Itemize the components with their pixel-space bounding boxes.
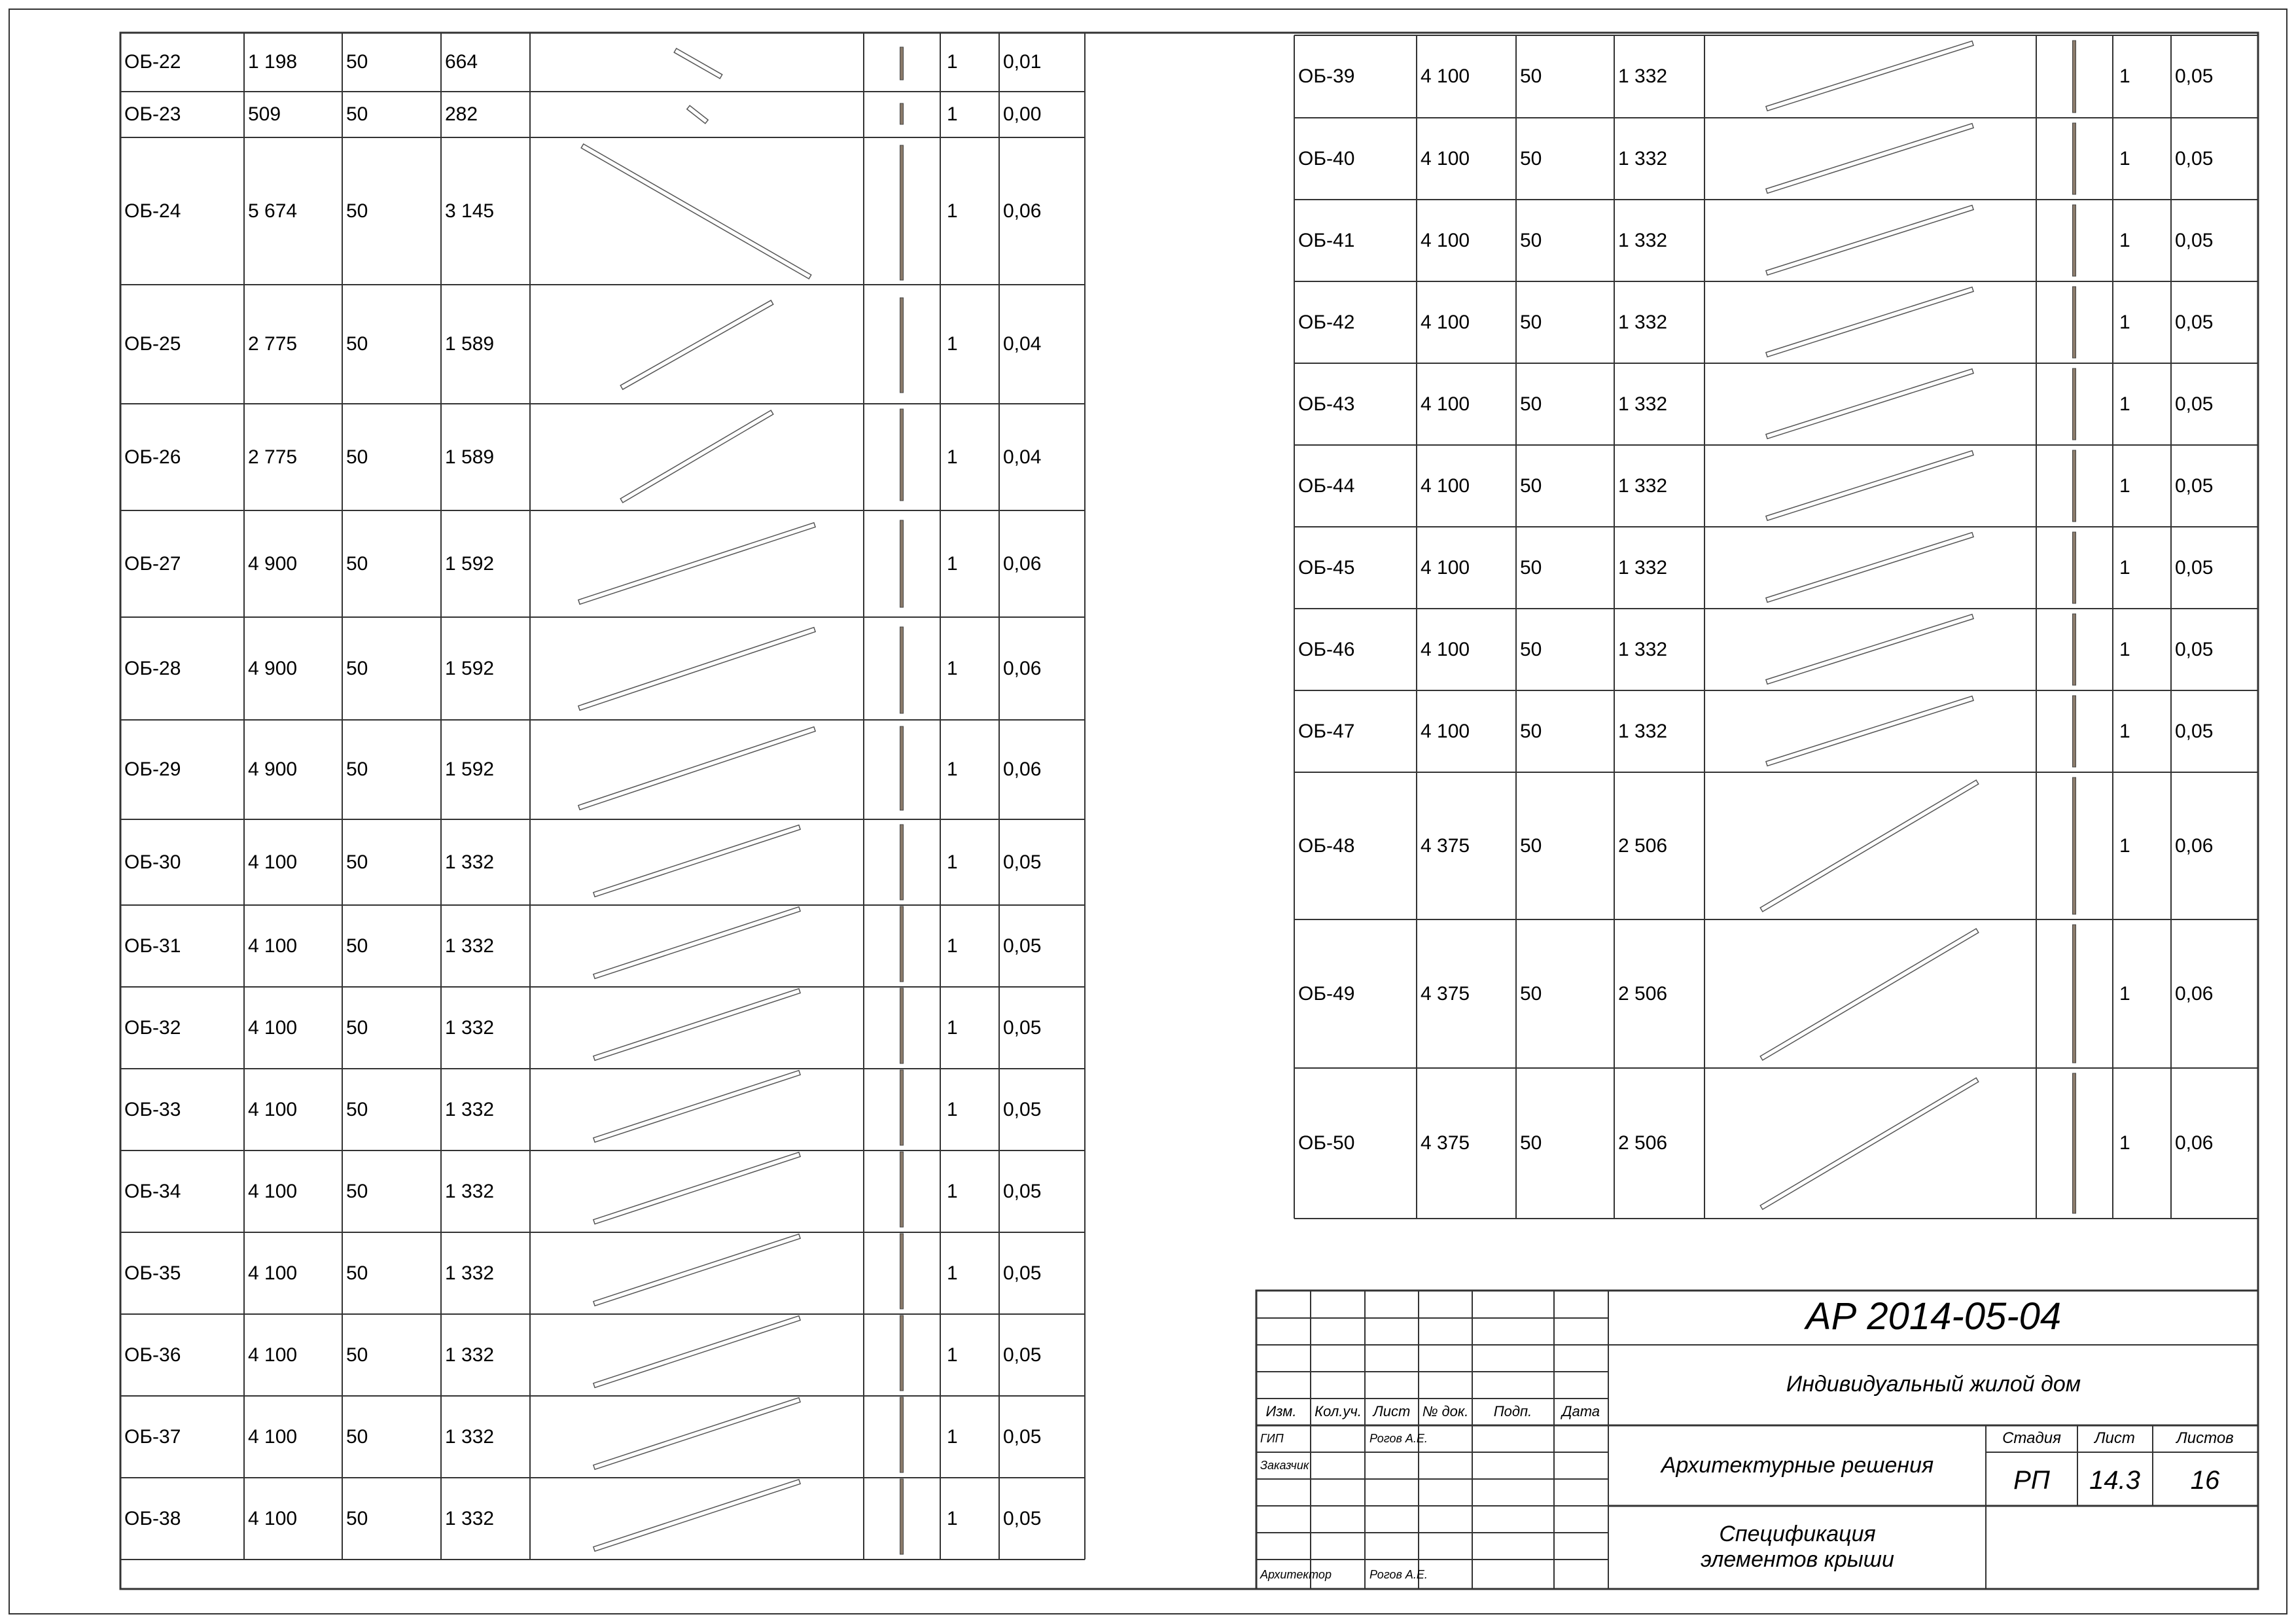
board-section-sketch bbox=[2073, 1073, 2076, 1213]
element-volume: 0,05 bbox=[1003, 1344, 1042, 1366]
element-quantity: 1 bbox=[947, 1180, 958, 1202]
board-sketch bbox=[1766, 205, 1973, 276]
element-thickness: 50 bbox=[346, 1016, 368, 1039]
sheet-title: Спецификация элементов крыши bbox=[1701, 1521, 1894, 1572]
element-quantity: 1 bbox=[947, 1425, 958, 1448]
board-section-sketch bbox=[900, 1315, 904, 1391]
element-thickness: 50 bbox=[1520, 834, 1542, 857]
element-quantity: 1 bbox=[947, 935, 958, 957]
element-volume: 0,06 bbox=[2175, 834, 2214, 857]
element-height: 1 332 bbox=[445, 1344, 495, 1366]
element-mark: ОБ-44 bbox=[1298, 474, 1355, 497]
element-length: 4 100 bbox=[1421, 556, 1470, 579]
element-volume: 0,05 bbox=[1003, 935, 1042, 957]
header-podp: Подп. bbox=[1493, 1403, 1532, 1419]
element-length: 4 100 bbox=[248, 851, 298, 873]
element-quantity: 1 bbox=[2119, 556, 2130, 579]
element-volume: 0,05 bbox=[1003, 851, 1042, 873]
element-quantity: 1 bbox=[947, 1344, 958, 1366]
board-sketch bbox=[620, 410, 773, 503]
element-height: 2 506 bbox=[1618, 1132, 1668, 1154]
element-thickness: 50 bbox=[1520, 638, 1542, 660]
board-sketch bbox=[1766, 615, 1973, 685]
board-sketch bbox=[593, 1152, 800, 1224]
board-section-sketch bbox=[900, 520, 904, 607]
element-volume: 0,06 bbox=[1003, 552, 1042, 575]
element-quantity: 1 bbox=[2119, 474, 2130, 497]
element-mark: ОБ-23 bbox=[124, 103, 181, 125]
element-height: 1 332 bbox=[445, 851, 495, 873]
board-section-sketch bbox=[900, 409, 904, 501]
element-mark: ОБ-27 bbox=[124, 552, 181, 575]
sheets-label: Листов bbox=[2176, 1429, 2234, 1447]
element-thickness: 50 bbox=[346, 758, 368, 780]
element-volume: 0,05 bbox=[2175, 556, 2214, 579]
element-thickness: 50 bbox=[1520, 229, 1542, 251]
element-quantity: 1 bbox=[947, 446, 958, 468]
board-section-sketch bbox=[900, 1070, 904, 1145]
board-section-sketch bbox=[2073, 450, 2076, 522]
board-sketch bbox=[1766, 451, 1973, 521]
element-length: 4 100 bbox=[248, 1262, 298, 1284]
element-volume: 0,05 bbox=[2175, 474, 2214, 497]
element-mark: ОБ-31 bbox=[124, 935, 181, 957]
element-quantity: 1 bbox=[2119, 147, 2130, 169]
element-mark: ОБ-43 bbox=[1298, 393, 1355, 415]
element-volume: 0,05 bbox=[2175, 311, 2214, 333]
element-length: 2 775 bbox=[248, 446, 298, 468]
stage-value: РП bbox=[2013, 1466, 2050, 1495]
role-customer: Заказчик bbox=[1260, 1459, 1309, 1472]
board-sketch bbox=[578, 727, 815, 810]
element-length: 509 bbox=[248, 103, 281, 125]
stage-label: Стадия bbox=[2002, 1429, 2061, 1447]
element-mark: ОБ-45 bbox=[1298, 556, 1355, 579]
element-height: 1 332 bbox=[445, 1507, 495, 1529]
element-height: 2 506 bbox=[1618, 982, 1668, 1005]
board-section-sketch bbox=[900, 1234, 904, 1309]
element-height: 1 332 bbox=[1618, 720, 1668, 742]
element-quantity: 1 bbox=[947, 1016, 958, 1039]
board-sketch bbox=[674, 48, 722, 79]
element-thickness: 50 bbox=[1520, 311, 1542, 333]
element-quantity: 1 bbox=[2119, 982, 2130, 1005]
board-section-sketch bbox=[900, 906, 904, 982]
board-sketch bbox=[1766, 41, 1973, 111]
element-mark: ОБ-36 bbox=[124, 1344, 181, 1366]
board-sketch bbox=[620, 300, 773, 389]
element-length: 4 100 bbox=[1421, 229, 1470, 251]
element-quantity: 1 bbox=[947, 758, 958, 780]
element-quantity: 1 bbox=[947, 1262, 958, 1284]
element-length: 4 375 bbox=[1421, 834, 1470, 857]
element-quantity: 1 bbox=[2119, 229, 2130, 251]
board-section-sketch bbox=[2073, 368, 2076, 440]
element-height: 3 145 bbox=[445, 200, 495, 222]
board-section-sketch bbox=[900, 298, 904, 393]
element-volume: 0,05 bbox=[2175, 65, 2214, 87]
element-quantity: 1 bbox=[947, 200, 958, 222]
element-height: 1 589 bbox=[445, 333, 495, 355]
element-height: 1 332 bbox=[1618, 65, 1668, 87]
element-quantity: 1 bbox=[947, 552, 958, 575]
element-thickness: 50 bbox=[1520, 65, 1542, 87]
element-mark: ОБ-32 bbox=[124, 1016, 181, 1039]
element-mark: ОБ-25 bbox=[124, 333, 181, 355]
element-length: 4 100 bbox=[1421, 65, 1470, 87]
element-mark: ОБ-41 bbox=[1298, 229, 1355, 251]
board-section-sketch bbox=[2073, 123, 2076, 194]
header-doc-no: № док. bbox=[1422, 1403, 1469, 1419]
board-section-sketch bbox=[2073, 41, 2076, 113]
board-section-sketch bbox=[900, 1152, 904, 1227]
element-mark: ОБ-26 bbox=[124, 446, 181, 468]
role-gip: ГИП bbox=[1260, 1432, 1284, 1445]
element-volume: 0,05 bbox=[1003, 1425, 1042, 1448]
board-sketch bbox=[593, 989, 800, 1061]
element-mark: ОБ-29 bbox=[124, 758, 181, 780]
header-data: Дата bbox=[1561, 1403, 1600, 1419]
element-length: 4 100 bbox=[248, 1425, 298, 1448]
element-thickness: 50 bbox=[346, 333, 368, 355]
board-sketch bbox=[593, 1316, 800, 1388]
element-length: 4 900 bbox=[248, 552, 298, 575]
element-mark: ОБ-33 bbox=[124, 1098, 181, 1120]
element-volume: 0,06 bbox=[1003, 657, 1042, 679]
element-volume: 0,04 bbox=[1003, 333, 1042, 355]
board-sketch bbox=[1766, 124, 1973, 194]
project-name: Индивидуальный жилой дом bbox=[1786, 1372, 2081, 1397]
board-sketch bbox=[1766, 533, 1973, 603]
element-thickness: 50 bbox=[1520, 720, 1542, 742]
board-section-sketch bbox=[2073, 614, 2076, 685]
element-length: 4 100 bbox=[1421, 393, 1470, 415]
element-volume: 0,05 bbox=[2175, 720, 2214, 742]
board-section-sketch bbox=[900, 103, 904, 124]
element-height: 1 589 bbox=[445, 446, 495, 468]
element-thickness: 50 bbox=[1520, 147, 1542, 169]
board-section-sketch bbox=[2073, 532, 2076, 603]
element-thickness: 50 bbox=[1520, 982, 1542, 1005]
element-volume: 0,00 bbox=[1003, 103, 1042, 125]
element-thickness: 50 bbox=[346, 103, 368, 125]
element-mark: ОБ-24 bbox=[124, 200, 181, 222]
element-height: 1 332 bbox=[445, 1262, 495, 1284]
board-section-sketch bbox=[900, 1479, 904, 1554]
board-sketch bbox=[1760, 929, 1979, 1060]
board-section-sketch bbox=[2073, 925, 2076, 1063]
element-thickness: 50 bbox=[1520, 1132, 1542, 1154]
board-sketch bbox=[593, 907, 800, 979]
element-length: 4 900 bbox=[248, 758, 298, 780]
element-volume: 0,06 bbox=[1003, 758, 1042, 780]
header-izm: Изм. bbox=[1265, 1403, 1297, 1419]
element-mark: ОБ-42 bbox=[1298, 311, 1355, 333]
role-architect-name: Рогов А.Е. bbox=[1369, 1568, 1428, 1581]
element-height: 1 332 bbox=[445, 1098, 495, 1120]
element-thickness: 50 bbox=[346, 51, 368, 73]
element-length: 4 900 bbox=[248, 657, 298, 679]
board-sketch bbox=[1760, 780, 1979, 912]
element-height: 1 592 bbox=[445, 552, 495, 575]
board-sketch bbox=[593, 1398, 800, 1470]
board-sketch bbox=[1766, 369, 1973, 439]
element-height: 1 332 bbox=[1618, 147, 1668, 169]
element-height: 1 332 bbox=[1618, 311, 1668, 333]
element-quantity: 1 bbox=[947, 103, 958, 125]
board-sketch bbox=[687, 105, 708, 124]
element-mark: ОБ-39 bbox=[1298, 65, 1355, 87]
element-quantity: 1 bbox=[2119, 65, 2130, 87]
board-section-sketch bbox=[900, 1397, 904, 1472]
element-length: 4 100 bbox=[248, 1180, 298, 1202]
element-thickness: 50 bbox=[346, 552, 368, 575]
element-height: 2 506 bbox=[1618, 834, 1668, 857]
element-thickness: 50 bbox=[346, 935, 368, 957]
board-section-sketch bbox=[900, 47, 904, 80]
element-volume: 0,05 bbox=[2175, 229, 2214, 251]
element-length: 4 100 bbox=[1421, 474, 1470, 497]
element-quantity: 1 bbox=[947, 1098, 958, 1120]
element-height: 1 332 bbox=[1618, 393, 1668, 415]
element-quantity: 1 bbox=[2119, 720, 2130, 742]
element-length: 1 198 bbox=[248, 51, 298, 73]
board-sketch bbox=[578, 628, 815, 711]
board-section-sketch bbox=[2073, 287, 2076, 358]
element-volume: 0,05 bbox=[2175, 638, 2214, 660]
element-volume: 0,05 bbox=[1003, 1262, 1042, 1284]
board-sketch bbox=[578, 523, 815, 605]
element-thickness: 50 bbox=[346, 1262, 368, 1284]
element-height: 1 592 bbox=[445, 657, 495, 679]
element-volume: 0,05 bbox=[1003, 1098, 1042, 1120]
element-volume: 0,05 bbox=[2175, 393, 2214, 415]
element-volume: 0,06 bbox=[1003, 200, 1042, 222]
document-code: АР 2014-05-04 bbox=[1805, 1295, 2062, 1338]
element-mark: ОБ-48 bbox=[1298, 834, 1355, 857]
sheet-label: Лист bbox=[2094, 1429, 2135, 1447]
board-section-sketch bbox=[900, 825, 904, 900]
board-sketch bbox=[1766, 287, 1973, 357]
element-thickness: 50 bbox=[346, 200, 368, 222]
element-thickness: 50 bbox=[346, 851, 368, 873]
board-section-sketch bbox=[900, 145, 904, 280]
element-length: 5 674 bbox=[248, 200, 298, 222]
element-length: 2 775 bbox=[248, 333, 298, 355]
board-section-sketch bbox=[2073, 696, 2076, 767]
element-volume: 0,04 bbox=[1003, 446, 1042, 468]
element-volume: 0,05 bbox=[1003, 1180, 1042, 1202]
section-name: Архитектурные решения bbox=[1661, 1453, 1934, 1478]
element-thickness: 50 bbox=[1520, 393, 1542, 415]
element-height: 1 332 bbox=[445, 1016, 495, 1039]
element-thickness: 50 bbox=[346, 1344, 368, 1366]
element-quantity: 1 bbox=[2119, 834, 2130, 857]
element-quantity: 1 bbox=[947, 657, 958, 679]
role-gip-name: Рогов А.Е. bbox=[1369, 1432, 1428, 1445]
element-height: 1 592 bbox=[445, 758, 495, 780]
element-height: 1 332 bbox=[1618, 229, 1668, 251]
element-volume: 0,01 bbox=[1003, 51, 1042, 73]
element-volume: 0,05 bbox=[1003, 1507, 1042, 1529]
element-quantity: 1 bbox=[947, 51, 958, 73]
element-quantity: 1 bbox=[2119, 311, 2130, 333]
board-sketch bbox=[581, 144, 811, 279]
element-length: 4 375 bbox=[1421, 1132, 1470, 1154]
element-mark: ОБ-38 bbox=[124, 1507, 181, 1529]
element-length: 4 100 bbox=[248, 1344, 298, 1366]
element-volume: 0,06 bbox=[2175, 1132, 2214, 1154]
sheet-number: 14.3 bbox=[2089, 1466, 2140, 1495]
element-thickness: 50 bbox=[346, 446, 368, 468]
board-section-sketch bbox=[900, 988, 904, 1063]
element-height: 1 332 bbox=[1618, 638, 1668, 660]
element-mark: ОБ-47 bbox=[1298, 720, 1355, 742]
element-mark: ОБ-40 bbox=[1298, 147, 1355, 169]
element-thickness: 50 bbox=[1520, 556, 1542, 579]
element-volume: 0,05 bbox=[2175, 147, 2214, 169]
element-height: 1 332 bbox=[445, 1180, 495, 1202]
element-thickness: 50 bbox=[346, 657, 368, 679]
sheets-count: 16 bbox=[2190, 1466, 2220, 1495]
element-mark: ОБ-50 bbox=[1298, 1132, 1355, 1154]
element-height: 282 bbox=[445, 103, 478, 125]
element-mark: ОБ-28 bbox=[124, 657, 181, 679]
board-section-sketch bbox=[900, 627, 904, 713]
element-height: 1 332 bbox=[1618, 474, 1668, 497]
element-length: 4 375 bbox=[1421, 982, 1470, 1005]
role-architect: Архитектор bbox=[1260, 1568, 1332, 1581]
element-mark: ОБ-46 bbox=[1298, 638, 1355, 660]
board-section-sketch bbox=[2073, 777, 2076, 914]
element-quantity: 1 bbox=[947, 851, 958, 873]
element-thickness: 50 bbox=[346, 1507, 368, 1529]
element-thickness: 50 bbox=[346, 1180, 368, 1202]
element-thickness: 50 bbox=[1520, 474, 1542, 497]
element-mark: ОБ-49 bbox=[1298, 982, 1355, 1005]
board-sketch bbox=[593, 825, 800, 897]
element-length: 4 100 bbox=[1421, 311, 1470, 333]
board-sketch bbox=[1760, 1078, 1979, 1209]
board-sketch bbox=[593, 1480, 800, 1552]
element-mark: ОБ-30 bbox=[124, 851, 181, 873]
element-mark: ОБ-37 bbox=[124, 1425, 181, 1448]
element-mark: ОБ-34 bbox=[124, 1180, 181, 1202]
element-height: 1 332 bbox=[445, 1425, 495, 1448]
element-length: 4 100 bbox=[1421, 638, 1470, 660]
element-length: 4 100 bbox=[248, 1016, 298, 1039]
element-quantity: 1 bbox=[947, 333, 958, 355]
element-thickness: 50 bbox=[346, 1425, 368, 1448]
header-kol-uch: Кол.уч. bbox=[1315, 1403, 1362, 1419]
element-height: 664 bbox=[445, 51, 478, 73]
element-length: 4 100 bbox=[248, 1098, 298, 1120]
board-sketch bbox=[1766, 696, 1973, 766]
element-length: 4 100 bbox=[248, 935, 298, 957]
element-length: 4 100 bbox=[1421, 147, 1470, 169]
element-height: 1 332 bbox=[1618, 556, 1668, 579]
element-quantity: 1 bbox=[2119, 393, 2130, 415]
element-volume: 0,05 bbox=[1003, 1016, 1042, 1039]
element-volume: 0,06 bbox=[2175, 982, 2214, 1005]
element-quantity: 1 bbox=[2119, 638, 2130, 660]
board-sketch bbox=[593, 1071, 800, 1143]
element-quantity: 1 bbox=[947, 1507, 958, 1529]
element-quantity: 1 bbox=[2119, 1132, 2130, 1154]
element-length: 4 100 bbox=[248, 1507, 298, 1529]
element-mark: ОБ-22 bbox=[124, 51, 181, 73]
element-length: 4 100 bbox=[1421, 720, 1470, 742]
board-section-sketch bbox=[900, 726, 904, 810]
element-thickness: 50 bbox=[346, 1098, 368, 1120]
header-list: Лист bbox=[1373, 1403, 1411, 1419]
board-sketch bbox=[593, 1234, 800, 1306]
element-height: 1 332 bbox=[445, 935, 495, 957]
board-section-sketch bbox=[2073, 205, 2076, 276]
element-mark: ОБ-35 bbox=[124, 1262, 181, 1284]
